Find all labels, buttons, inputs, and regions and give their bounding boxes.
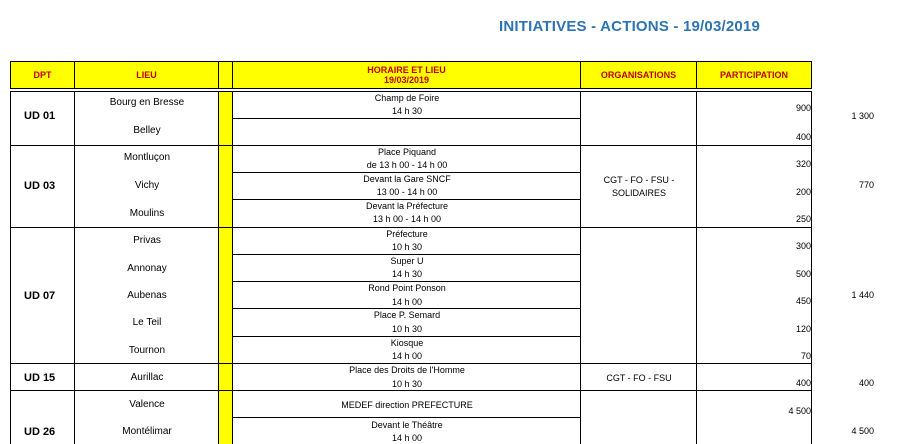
participation-value: 200 bbox=[795, 187, 811, 197]
lieu-cell: Valence bbox=[129, 399, 165, 410]
header-dpt-label: DPT bbox=[33, 70, 52, 80]
lieu-cell: Belley bbox=[133, 125, 161, 136]
horaire-place: MEDEF direction PREFECTURE bbox=[341, 400, 473, 410]
horaire-place: Place des Droits de l'Homme bbox=[349, 365, 465, 375]
header-participation-label: PARTICIPATION bbox=[720, 70, 788, 80]
horaire-place: Place P. Semard bbox=[373, 310, 441, 320]
header-organisations-label: ORGANISATIONS bbox=[600, 70, 677, 80]
grid-line bbox=[580, 91, 581, 444]
participation-value: 4 500 bbox=[788, 406, 811, 416]
header-organisations bbox=[580, 61, 697, 89]
lieu-cell: Aubenas bbox=[127, 290, 167, 301]
grid-line bbox=[218, 91, 219, 444]
lieu-cell: Vichy bbox=[134, 180, 160, 191]
horaire-place: Devant la Préfecture bbox=[365, 201, 449, 211]
participation-value: 250 bbox=[795, 214, 811, 224]
grid-line bbox=[74, 91, 75, 444]
horaire-time: 14 h 30 bbox=[391, 269, 423, 279]
lieu-cell: Montluçon bbox=[123, 152, 171, 163]
horaire-time: 14 h 00 bbox=[391, 351, 423, 361]
yellow-strip bbox=[219, 91, 232, 444]
horaire-place: Kiosque bbox=[390, 338, 424, 348]
horaire-time: 10 h 30 bbox=[391, 379, 423, 389]
horaire-time: 10 h 30 bbox=[391, 242, 423, 252]
grid-line bbox=[696, 91, 697, 444]
dpt-label: UD 26 bbox=[24, 426, 56, 438]
horaire-place: Super U bbox=[390, 256, 424, 266]
lieu-cell: Bourg en Bresse bbox=[109, 97, 185, 108]
dpt-label: UD 01 bbox=[24, 110, 56, 122]
total-value: 770 bbox=[858, 180, 874, 190]
organisations-line2: SOLIDAIRES bbox=[611, 188, 667, 198]
organisations-line1: CGT - FO - FSU - bbox=[603, 175, 675, 185]
participation-value: 500 bbox=[795, 269, 811, 279]
horaire-time: 13 00 - 14 h 00 bbox=[376, 187, 438, 197]
participation-value: 900 bbox=[795, 103, 811, 113]
lieu-cell: Moulins bbox=[129, 208, 165, 219]
header-participation bbox=[696, 61, 812, 89]
horaire-time: 14 h 30 bbox=[391, 106, 423, 116]
grid-line bbox=[811, 91, 812, 444]
header-dpt bbox=[10, 61, 75, 89]
lieu-cell: Privas bbox=[133, 235, 161, 246]
grid-line bbox=[232, 91, 233, 444]
header-lieu-label: LIEU bbox=[136, 70, 157, 80]
horaire-place: Rond Point Ponson bbox=[368, 283, 446, 293]
header-horaire bbox=[232, 61, 581, 89]
horaire-time: 14 h 00 bbox=[391, 297, 423, 307]
dpt-label: UD 03 bbox=[24, 180, 56, 192]
horaire-time: de 13 h 00 - 14 h 00 bbox=[366, 160, 448, 170]
page-title: INITIATIVES - ACTIONS - 19/03/2019 bbox=[499, 18, 761, 35]
horaire-place: Place Piquand bbox=[377, 147, 437, 157]
header-lieu bbox=[74, 61, 219, 89]
header-horaire-line1: HORAIRE ET LIEU bbox=[367, 65, 446, 75]
lieu-cell: Montélimar bbox=[122, 426, 172, 437]
participation-value: 450 bbox=[795, 296, 811, 306]
header-yellow-gap bbox=[218, 61, 233, 89]
lieu-cell: Le Teil bbox=[132, 317, 162, 328]
participation-value: 300 bbox=[795, 241, 811, 251]
total-value: 1 440 bbox=[851, 290, 874, 300]
participation-value: 120 bbox=[795, 324, 811, 334]
horaire-time: 14 h 00 bbox=[391, 433, 423, 443]
lieu-cell: Tournon bbox=[128, 345, 166, 356]
participation-value: 320 bbox=[795, 159, 811, 169]
header-horaire-line2: 19/03/2019 bbox=[383, 75, 430, 85]
grid-line bbox=[10, 91, 11, 444]
organisations-line1: CGT - FO - FSU bbox=[606, 373, 672, 383]
horaire-place: Champ de Foire bbox=[374, 93, 440, 103]
horaire-time: 10 h 30 bbox=[391, 324, 423, 334]
lieu-cell: Aurillac bbox=[130, 372, 164, 383]
horaire-place: Devant le Théâtre bbox=[371, 420, 443, 430]
grid-line bbox=[232, 118, 580, 119]
grid-line bbox=[10, 390, 812, 391]
grid-line bbox=[232, 417, 580, 418]
total-value: 400 bbox=[858, 378, 874, 388]
horaire-place: Préfecture bbox=[386, 229, 428, 239]
total-value: 4 500 bbox=[851, 426, 874, 436]
total-value: 1 300 bbox=[851, 111, 874, 121]
horaire-place: Devant la Gare SNCF bbox=[363, 174, 451, 184]
participation-value: 400 bbox=[795, 132, 811, 142]
dpt-label: UD 07 bbox=[24, 290, 56, 302]
horaire-time: 13 h 00 - 14 h 00 bbox=[372, 214, 442, 224]
participation-value: 400 bbox=[795, 378, 811, 388]
participation-value: 70 bbox=[800, 351, 811, 361]
dpt-label: UD 15 bbox=[24, 372, 56, 384]
lieu-cell: Annonay bbox=[127, 263, 167, 274]
